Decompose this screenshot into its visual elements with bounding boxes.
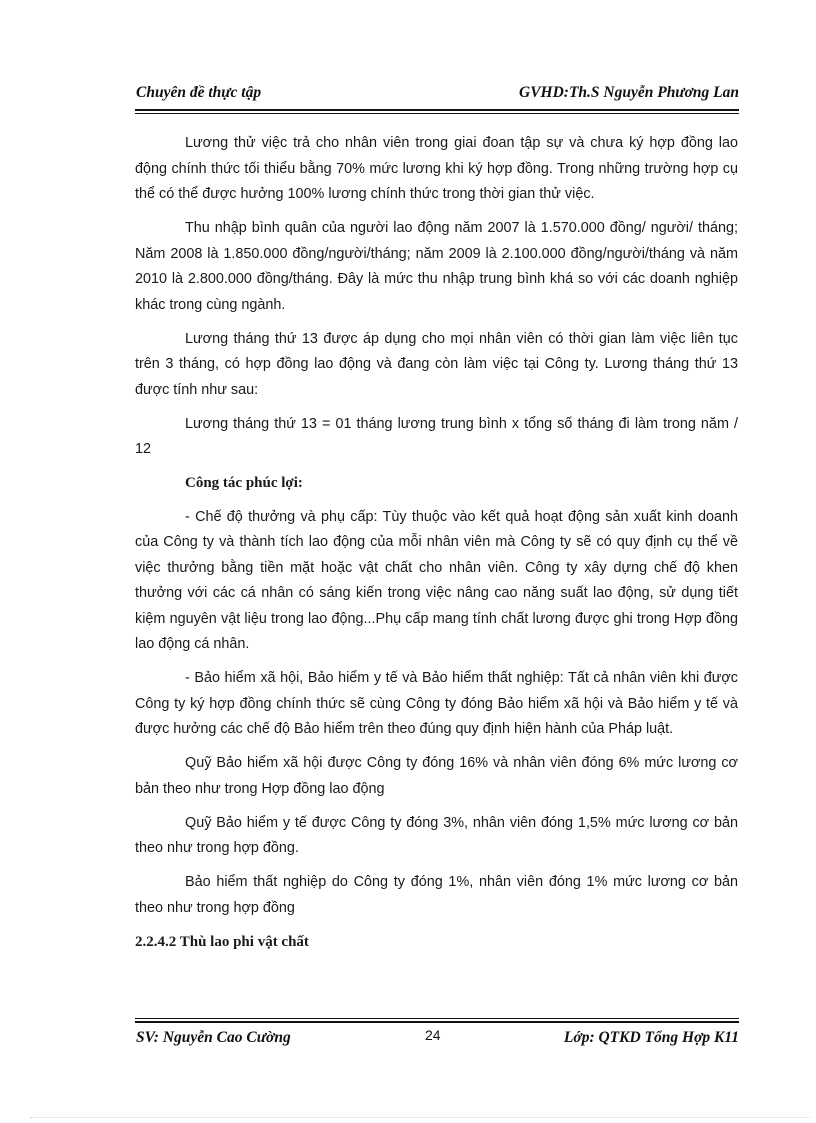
paragraph-insurance: - Bảo hiểm xã hội, Bảo hiểm y tế và Bảo hiểm thất nghiệp: Tất cả nhân viên khi được Công ty ký hợp đồng chính thức sẽ cùng Công ty đóng Bảo hiểm xã hội và Bảo hiểm y tế và được hưởng các chế độ Bảo hiểm trên theo đúng quy định hiện hành của Pháp luật. bbox=[135, 670, 738, 737]
heading-welfare: Công tác phúc lợi: bbox=[185, 475, 303, 491]
paragraph-probation-salary: Lương thử việc trả cho nhân viên trong giai đoan tập sự và chưa ký hợp đồng lao động chính thức tối thiểu bằng 70% mức lương khi ký hợp đồng. Trong những trường hợp cụ thể có thể được hưởng 100% lương chính thức trong thời gian thử việc. bbox=[135, 135, 738, 202]
header-supervisor: GVHD:Th.S Nguyễn Phương Lan bbox=[519, 84, 739, 101]
paragraph-social-insurance-fund: Quỹ Bảo hiểm xã hội được Công ty đóng 16% và nhân viên đóng 6% mức lương cơ bản theo như trong Hợp đồng lao động bbox=[135, 755, 738, 797]
paragraph-13th-month-salary: Lương tháng thứ 13 được áp dụng cho mọi nhân viên có thời gian làm việc liên tục trên 3 tháng, có hợp đồng lao động và đang còn làm việc tại Công ty. Lương tháng thứ 13 được tính như sau: bbox=[135, 330, 738, 398]
page-footer bbox=[135, 1027, 739, 1051]
paragraph-bonus-allowance: - Chế độ thưởng và phụ cấp: Tùy thuộc vào kết quả hoạt động sản xuất kinh doanh của Công ty và thành tích lao động của mỗi nhân viên mà Công ty sẽ có quy định cụ thể về việc thưởng bằng tiền mặt hoặc vật chất cho nhân viên. Công ty xây dựng chế độ khen thưởng với các cá nhân có sáng kiến trong việc nâng cao năng suất lao động, sử dụng tiết kiệm nguyên vật liệu trong lao động...Phụ cấp mang tính chất lương được ghi trong Hợp đồng lao động cá nhân. bbox=[135, 508, 738, 652]
paragraph-unemployment-insurance: Bảo hiểm thất nghiệp do Công ty đóng 1%, nhân viên đóng 1% mức lương cơ bản theo như trong hợp đồng bbox=[135, 874, 738, 916]
header-document-title: Chuyên đề thực tập bbox=[136, 84, 262, 101]
footer-student-name: SV: Nguyễn Cao Cường bbox=[136, 1029, 291, 1046]
paragraph-health-insurance-fund: Quỹ Bảo hiểm y tế được Công ty đóng 3%, nhân viên đóng 1,5% mức lương cơ bản theo như trong hợp đồng. bbox=[135, 814, 738, 856]
footer-divider-thin bbox=[135, 1018, 739, 1019]
header-divider-thick bbox=[135, 109, 739, 111]
page-body bbox=[135, 131, 738, 964]
page-header bbox=[135, 84, 739, 106]
header-divider-thin bbox=[135, 113, 739, 114]
paragraph-average-income: Thu nhập bình quân của người lao động năm 2007 là 1.570.000 đồng/ người/ tháng; Năm 2008 là 1.850.000 đồng/người/tháng; năm 2009 là 2.100.000 đồng/người/tháng và năm 2010 là 2.800.000 đồng/tháng. Đây là mức thu nhập trung bình khá so với các doanh nghiệp khác trong cùng ngành. bbox=[135, 220, 738, 313]
section-heading-non-material-compensation: 2.2.4.2 Thù lao phi vật chất bbox=[135, 933, 309, 950]
footer-class: Lớp: QTKD Tổng Hợp K11 bbox=[563, 1029, 739, 1046]
page-bottom-edge bbox=[30, 1117, 810, 1118]
paragraph-13th-month-formula: Lương tháng thứ 13 = 01 tháng lương trung bình x tổng số tháng đi làm trong năm / 12 bbox=[135, 415, 738, 457]
footer-divider-thick bbox=[135, 1021, 739, 1023]
page-number: 24 bbox=[425, 1027, 441, 1043]
